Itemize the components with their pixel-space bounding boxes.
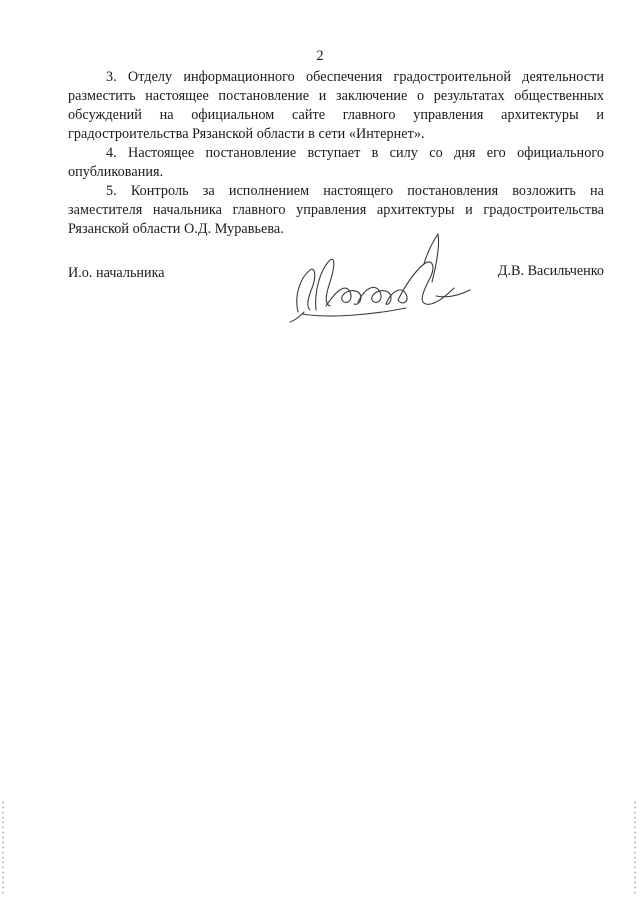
scan-edge-artifact-right xyxy=(634,800,636,895)
paragraph-4: 4. Настоящее постановление вступает в силу со дня его официального опубликования. xyxy=(68,145,604,180)
page-number: 2 xyxy=(316,48,324,64)
scan-edge-artifact-left xyxy=(2,800,4,895)
signature-block xyxy=(68,226,604,336)
handwritten-signature xyxy=(286,226,476,326)
signatory-title: И.о. начальника xyxy=(68,265,165,281)
paragraph-5: 5. Контроль за исполнением настоящего постановления возложить на заместителя начальника главного управления архитектуры и градостроительства Рязанской области О.Д. Муравьева. xyxy=(68,183,604,237)
paragraph-3: 3. Отделу информационного обеспечения градостроительной деятельности разместить настоящее постановление и заключение о результатах общественных обсуждений на официальном сайте главного управления архитектуры и градостроительства Рязанской области в сети «Интернет». xyxy=(68,69,604,142)
signatory-name: Д.В. Васильченко xyxy=(497,263,604,279)
document-body xyxy=(68,68,604,239)
